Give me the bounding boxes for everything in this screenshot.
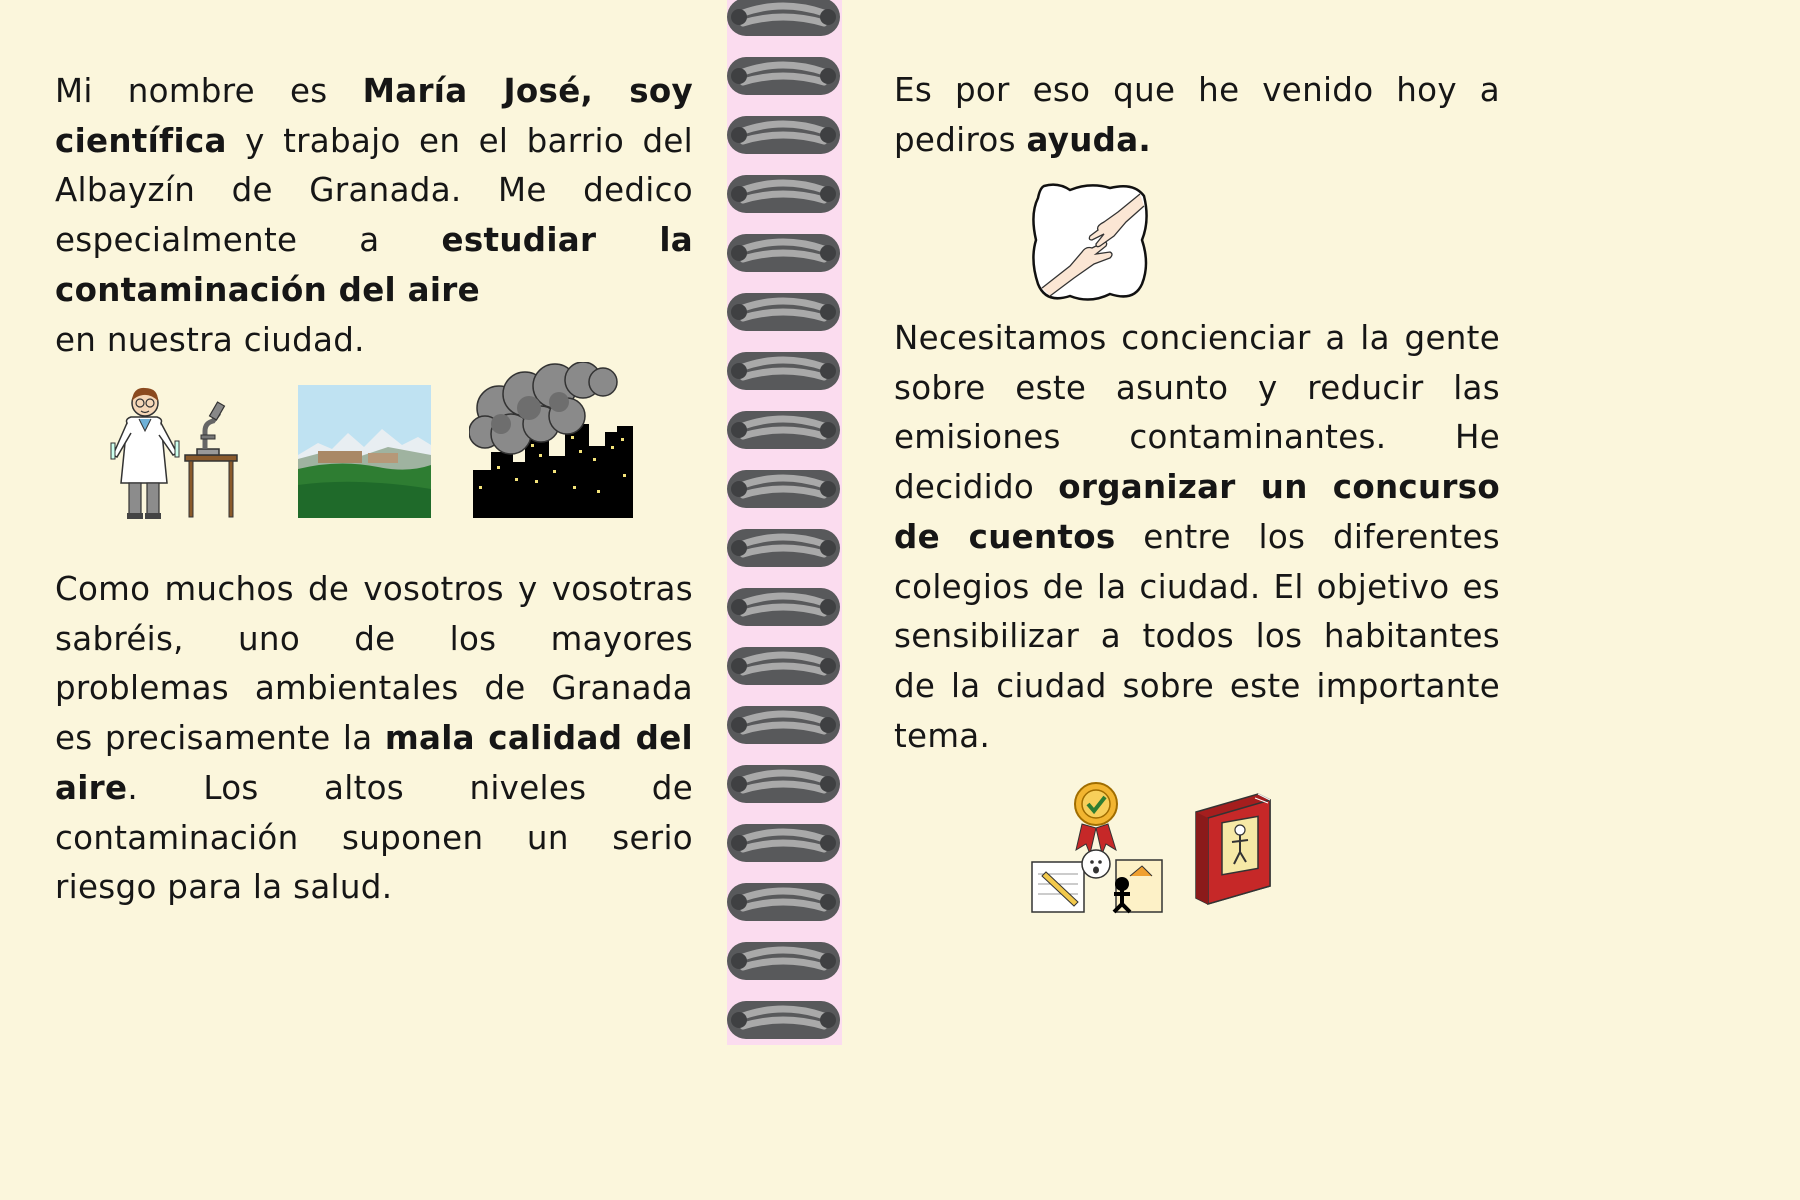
- spiral-ring: [727, 706, 840, 744]
- bold-span: organizar un concurso de cuentos: [894, 468, 1500, 556]
- spiral-ring: [727, 0, 840, 36]
- help-paragraph: [894, 66, 1500, 165]
- bold-span: mala calidad del aire: [55, 719, 694, 807]
- granada-landscape-icon: [298, 385, 431, 518]
- text-span: Como muchos de vosotros y vosotras sabréis, uno de los mayores problemas ambientales de Granada es precisamente la: [55, 570, 693, 758]
- spiral-ring: [727, 234, 840, 272]
- text-span: en nuestra ciudad.: [55, 320, 365, 359]
- text-span: . Los altos niveles de contaminación suponen un serio riesgo para la salud.: [55, 768, 693, 907]
- story-book-icon: [1192, 790, 1276, 908]
- text-span: Mi nombre es: [55, 72, 363, 110]
- spiral-ring: [727, 765, 840, 803]
- spiral-ring: [727, 1001, 840, 1039]
- spiral-ring: [727, 470, 840, 508]
- problem-paragraph: [55, 565, 693, 913]
- scientist-microscope-icon: [105, 383, 240, 523]
- text-span: entre los diferentes colegios de la ciudad. El objetivo es sensibilizar a todos los habitantes de la ciudad sobre este importante tema.: [894, 517, 1500, 755]
- spiral-ring: [727, 942, 840, 980]
- spiral-ring: [727, 824, 840, 862]
- notebook-spine: [727, 0, 842, 1045]
- helping-hands-icon: [1030, 180, 1150, 304]
- spiral-binding: [727, 0, 842, 1045]
- polluted-city-icon: [469, 362, 635, 520]
- spiral-ring: [727, 293, 840, 331]
- bold-span: ayuda.: [1026, 120, 1152, 159]
- bold-span: María José, soy científica: [55, 72, 693, 160]
- spiral-ring: [727, 116, 840, 154]
- spiral-ring: [727, 883, 840, 921]
- right-page: [842, 0, 1568, 1045]
- contest-award-icon: [1030, 780, 1166, 916]
- bold-span: estudiar la contaminación del aire: [55, 221, 693, 309]
- spiral-ring: [727, 57, 840, 95]
- text-span: Es por eso que he venido hoy a pediros: [894, 71, 1500, 159]
- intro-paragraph: [55, 67, 693, 365]
- spiral-ring: [727, 352, 840, 390]
- spiral-ring: [727, 588, 840, 626]
- text-span: Necesitamos concienciar a la gente sobre este asunto y reducir las emisiones contaminantes. He decidido: [894, 319, 1500, 507]
- spiral-ring: [727, 647, 840, 685]
- contest-paragraph: [894, 314, 1500, 761]
- spiral-ring: [727, 411, 840, 449]
- text-span: y trabajo en el barrio del Albayzín de Granada. Me dedico especialmente a: [55, 121, 693, 260]
- spiral-ring: [727, 529, 840, 567]
- left-page: [0, 0, 727, 1045]
- spiral-ring: [727, 175, 840, 213]
